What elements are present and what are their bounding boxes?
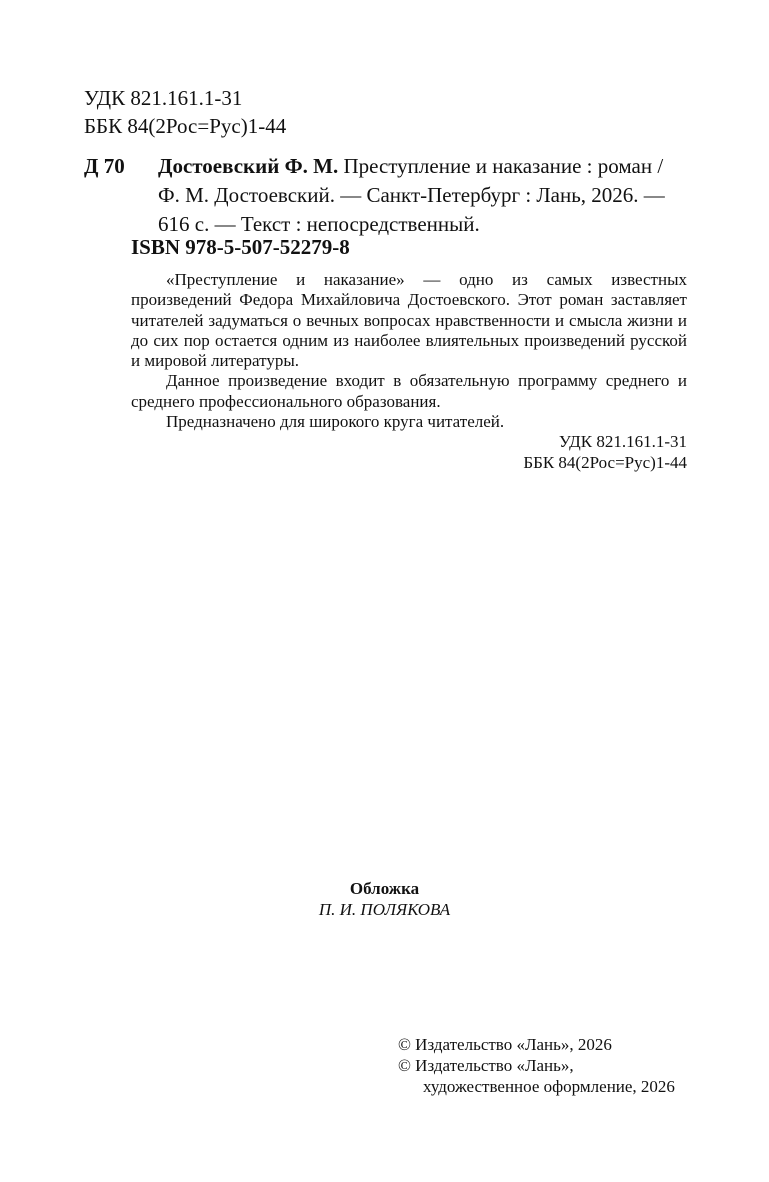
udk-code: УДК 821.161.1-31 bbox=[558, 432, 687, 451]
record-responsibility: Ф. М. Достоевский. — Санкт-Петербург : Лань, 2026. — bbox=[158, 183, 665, 207]
copyright-line: © Издательство «Лань», bbox=[398, 1056, 574, 1075]
cover-designer: П. И. ПОЛЯКОВА bbox=[318, 900, 451, 919]
copyright-block bbox=[398, 1034, 675, 1097]
annotation bbox=[131, 270, 687, 432]
annotation-paragraph: Данное произведение входит в обязательную программу среднего и среднего профессионального образования. bbox=[131, 371, 687, 411]
udk-code: УДК 821.161.1-31 bbox=[84, 86, 243, 110]
bibliographic-record bbox=[158, 152, 688, 239]
bbk-code: ББК 84(2Рос=Рус)1-44 bbox=[84, 114, 287, 138]
cover-credit bbox=[0, 878, 769, 920]
record-author: Достоевский Ф. М. bbox=[158, 154, 339, 178]
catalog-codes-bottom bbox=[523, 431, 687, 473]
annotation-paragraph: Предназначено для широкого круга читателей. bbox=[166, 412, 505, 432]
cover-label: Обложка bbox=[349, 879, 420, 898]
record-title: Преступление и наказание : роман / bbox=[343, 154, 664, 178]
bbk-code: ББК 84(2Рос=Рус)1-44 bbox=[523, 453, 687, 472]
isbn: ISBN 978-5-507-52279-8 bbox=[131, 235, 350, 259]
copyright-line: художественное оформление, 2026 bbox=[423, 1077, 675, 1096]
catalog-codes-top bbox=[84, 84, 286, 140]
record-extent: 616 с. — Текст : непосредственный. bbox=[158, 212, 480, 236]
annotation-paragraph: «Преступление и наказание» — одно из самых известных произведений Федора Михайловича Достоевского. Этот роман заставляет читателей задуматься о вечных вопросах нравственности и смысла жизни и до сих пор остается одним из наиболее влиятельных произведений русской и мировой литературы. bbox=[131, 270, 687, 371]
author-mark: Д 70 bbox=[84, 154, 125, 178]
copyright-line: © Издательство «Лань», 2026 bbox=[398, 1035, 612, 1054]
